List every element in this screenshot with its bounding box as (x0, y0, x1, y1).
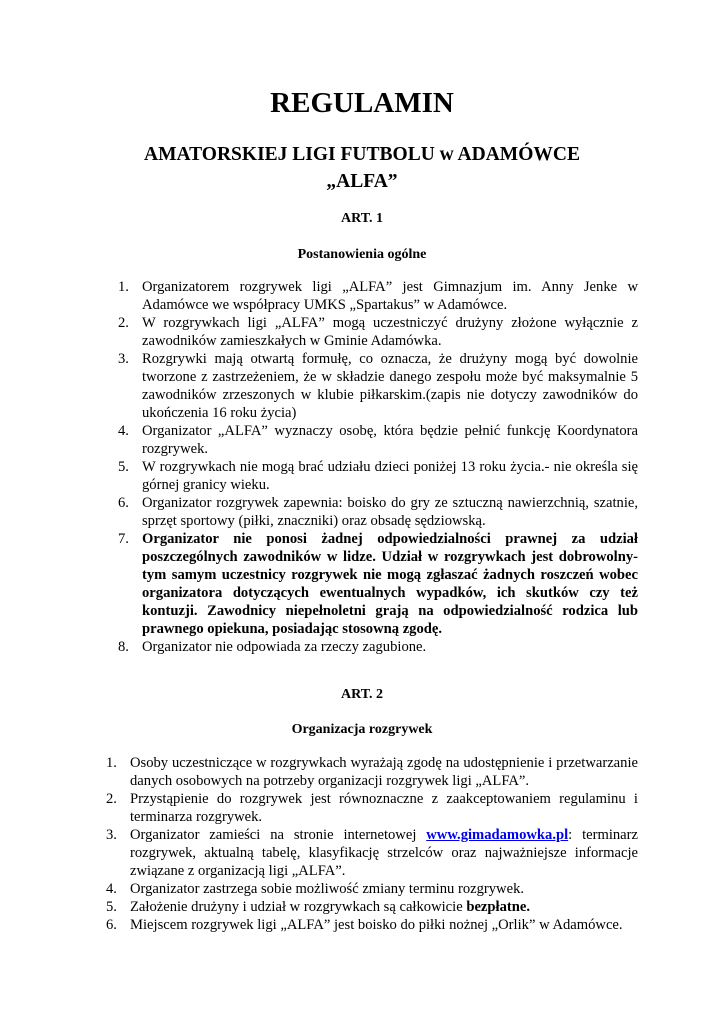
art2-list (106, 754, 638, 934)
art1-list (118, 278, 638, 656)
list-item: 1. Organizatorem rozgrywek ligi „ALFA” jest Gimnazjum im. Anny Jenke w Adamówce we współpracy UMKS „Spartakus” w Adamówce. (118, 279, 638, 313)
list-item: 2. W rozgrywkach ligi „ALFA” mogą uczestniczyć drużyny złożone wyłącznie z zawodników zamieszkałych w Gminie Adamówka. (118, 315, 638, 349)
list-item: 3. Organizator zamieści na stronie internetowej www.gimadamowka.pl: terminarz rozgrywek, aktualną tabelę, klasyfikację strzelców oraz najważniejsze informacje związane z organizacją ligi „ALFA”. (106, 827, 638, 879)
list-item: 5. W rozgrywkach nie mogą brać udziału dzieci poniżej 13 roku życia.- nie określa się górnej granicy wieku. (118, 459, 638, 493)
list-item: 1. Osoby uczestniczące w rozgrywkach wyrażają zgodę na udostępnienie i przetwarzanie danych osobowych na potrzeby organizacji rozgrywek ligi „ALFA”. (106, 755, 638, 789)
art2-subheading: Organizacja rozgrywek (291, 722, 433, 737)
list-item: 5. Założenie drużyny i udział w rozgrywkach są całkowicie bezpłatne. (106, 899, 530, 915)
art1-heading: ART. 1 (340, 211, 384, 226)
list-item: 3. Rozgrywki mają otwartą formułę, co oznacza, że drużyny mogą być dowolnie tworzone z zastrzeżeniem, że w składzie danego zespołu może być maksymalnie 5 zawodników zrzeszonych w klubie piłkarskim.(zapis nie dotyczy zawodników do ukończenia 16 roku życia) (118, 351, 638, 421)
subtitle-line-2: „ALFA” (326, 171, 398, 192)
art2-heading: ART. 2 (340, 687, 384, 702)
website-link[interactable]: www.gimadamowka.pl (426, 827, 569, 843)
art1-subheading: Postanowienia ogólne (297, 247, 427, 262)
list-item: 6. Miejscem rozgrywek ligi „ALFA” jest boisko do piłki nożnej „Orlik” w Adamówce. (106, 917, 623, 933)
document-title: REGULAMIN (270, 87, 454, 119)
document-subtitle (0, 141, 724, 195)
subtitle-line-1: AMATORSKIEJ LIGI FUTBOLU w ADAMÓWCE (144, 144, 580, 165)
list-item: 2. Przystąpienie do rozgrywek jest równoznaczne z zaakceptowaniem regulaminu i terminarza rozgrywek. (106, 791, 638, 825)
list-item: 4. Organizator zastrzega sobie możliwość zmiany terminu rozgrywek. (106, 881, 525, 897)
list-item: 7. Organizator nie ponosi żadnej odpowiedzialności prawnej za udział poszczególnych zawodników w lidze. Udział w rozgrywkach jest dobrowolny- tym samym uczestnicy rozgrywek nie mogą zgłaszać żadnych roszczeń wobec organizatora dotyczących ewentualnych wypadków, ich skutków czy też kontuzji. Zawodnicy niepełnoletni grają na odpowiedzialność rodzica lub prawnego opiekuna, posiadając stosowną zgodę. (118, 531, 638, 637)
list-item: 6. Organizator rozgrywek zapewnia: boisko do gry ze sztuczną nawierzchnią, szatnie, sprzęt sportowy (piłki, znaczniki) oraz obsadę sędziowską. (118, 495, 638, 529)
list-item: 4. Organizator „ALFA” wyznaczy osobę, która będzie pełnić funkcję Koordynatora rozgrywek. (118, 423, 638, 457)
list-item: 8. Organizator nie odpowiada za rzeczy zagubione. (118, 639, 427, 655)
